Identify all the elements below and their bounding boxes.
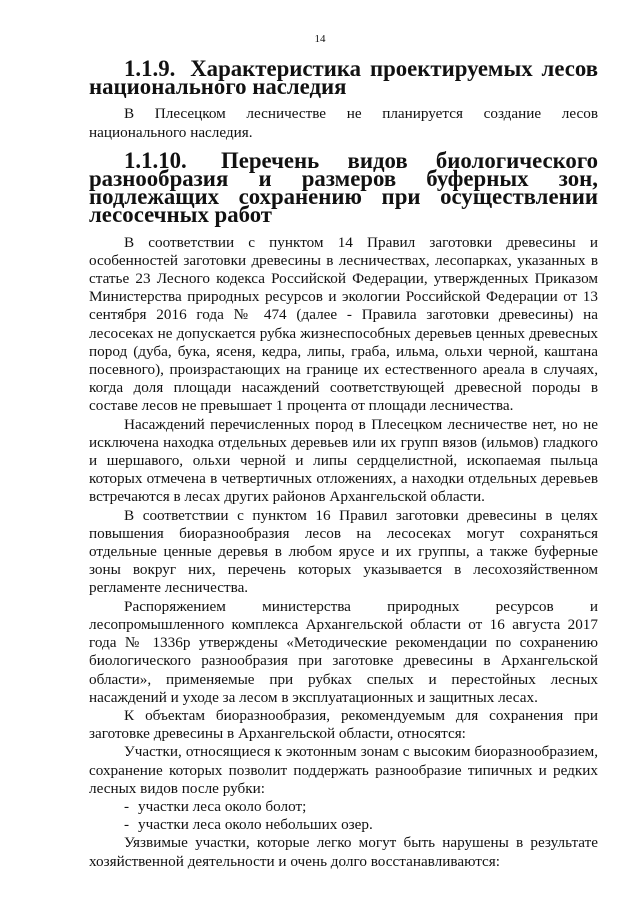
- paragraph-ministry-order: Распоряжением министерства природных ресурсов и лесопромышленного комплекса Архангельской области от 16 августа 2017 года № 1336р утверждены «Методические рекомендации по сохранению биологического разнообразия при заготовке древесины в Архангельской области», применяемые при рубках спелых и перестойных лесных насаждений и уходе за лесом в эксплуатационных и защитных лесах.: [89, 597, 598, 706]
- page-content: [89, 56, 599, 871]
- section-number: 1.1.10.: [124, 147, 187, 173]
- paragraph-logging-rules: В соответствии с пунктом 14 Правил заготовки древесины и особенностей заготовки древесины в лесничествах, лесопарках, указанных в статье 23 Лесного кодекса Российской Федерации, утвержденных Приказом Министерства природных ресурсов и экологии Российской Федерации от 13 сентября 2016 года № 474 (далее - Правила заготовки древесины) на лесосеках не допускается рубка жизнеспособных деревьев ценных древесных пород (дуба, бука, ясеня, кедра, липы, граба, ильма, ольхи черной, каштана посевного), произрастающих на границе их естественного ареала в случаях, когда доля площади насаждений соответствующей древесной породы в составе лесов не превышает 1 процента от площади лесничества.: [89, 233, 598, 415]
- ecotone-list: [89, 798, 598, 834]
- paragraph-vulnerable-areas: Уязвимые участки, которые легко могут быть нарушены в результате хозяйственной деятельности и очень долго восстанавливаются:: [89, 834, 598, 870]
- paragraph-species-absent: Насаждений перечисленных пород в Плесецком лесничестве нет, но не исключена находка отдельных деревьев или их групп вязов (ильмов) гладкого и шершавого, ольхи черной и липы сердцелистной, ископаемая пыльца которых отмечена в четвертичных отложениях, а находки отдельных деревьев встречаются в лесах других районов Архангельской области.: [89, 415, 598, 506]
- list-item: - участки леса около небольших озер.: [124, 816, 373, 834]
- section-title: Характеристика проектируемых лесов национального наследия: [89, 56, 599, 100]
- paragraph-ecotone-areas: Участки, относящиеся к экотонным зонам с высоким биоразнообразием, сохранение которых позволит поддержать разнообразие типичных и редких лесных видов после рубки:: [89, 743, 598, 797]
- section-number: 1.1.9.: [124, 56, 176, 81]
- paragraph-biodiversity-objects: К объектам биоразнообразия, рекомендуемым для сохранения при заготовке древесины в Архангельской области, относятся:: [89, 706, 598, 743]
- paragraph-national-heritage: В Плесецком лесничестве не планируется создание лесов национального наследия.: [89, 105, 598, 141]
- section-heading-1-1-9: [89, 56, 599, 100]
- section-heading-1-1-10: [89, 147, 598, 228]
- list-item: - участки леса около болот;: [124, 797, 307, 815]
- page-number: 14: [314, 33, 326, 45]
- paragraph-biodiversity-trees: В соответствии с пунктом 16 Правил заготовки древесины в целях повышения биоразнообразия лесов на лесосеках могут сохраняться отдельные ценные деревья в любом ярусе и их группы, а также буферные зоны вокруг них, перечень которых указывается в лесохозяйственном регламенте лесничества.: [89, 506, 598, 597]
- section-title: Перечень видов биологического разнообразия и размеров буферных зон, подлежащих сохранению при осуществлении лесосечных работ: [89, 147, 598, 228]
